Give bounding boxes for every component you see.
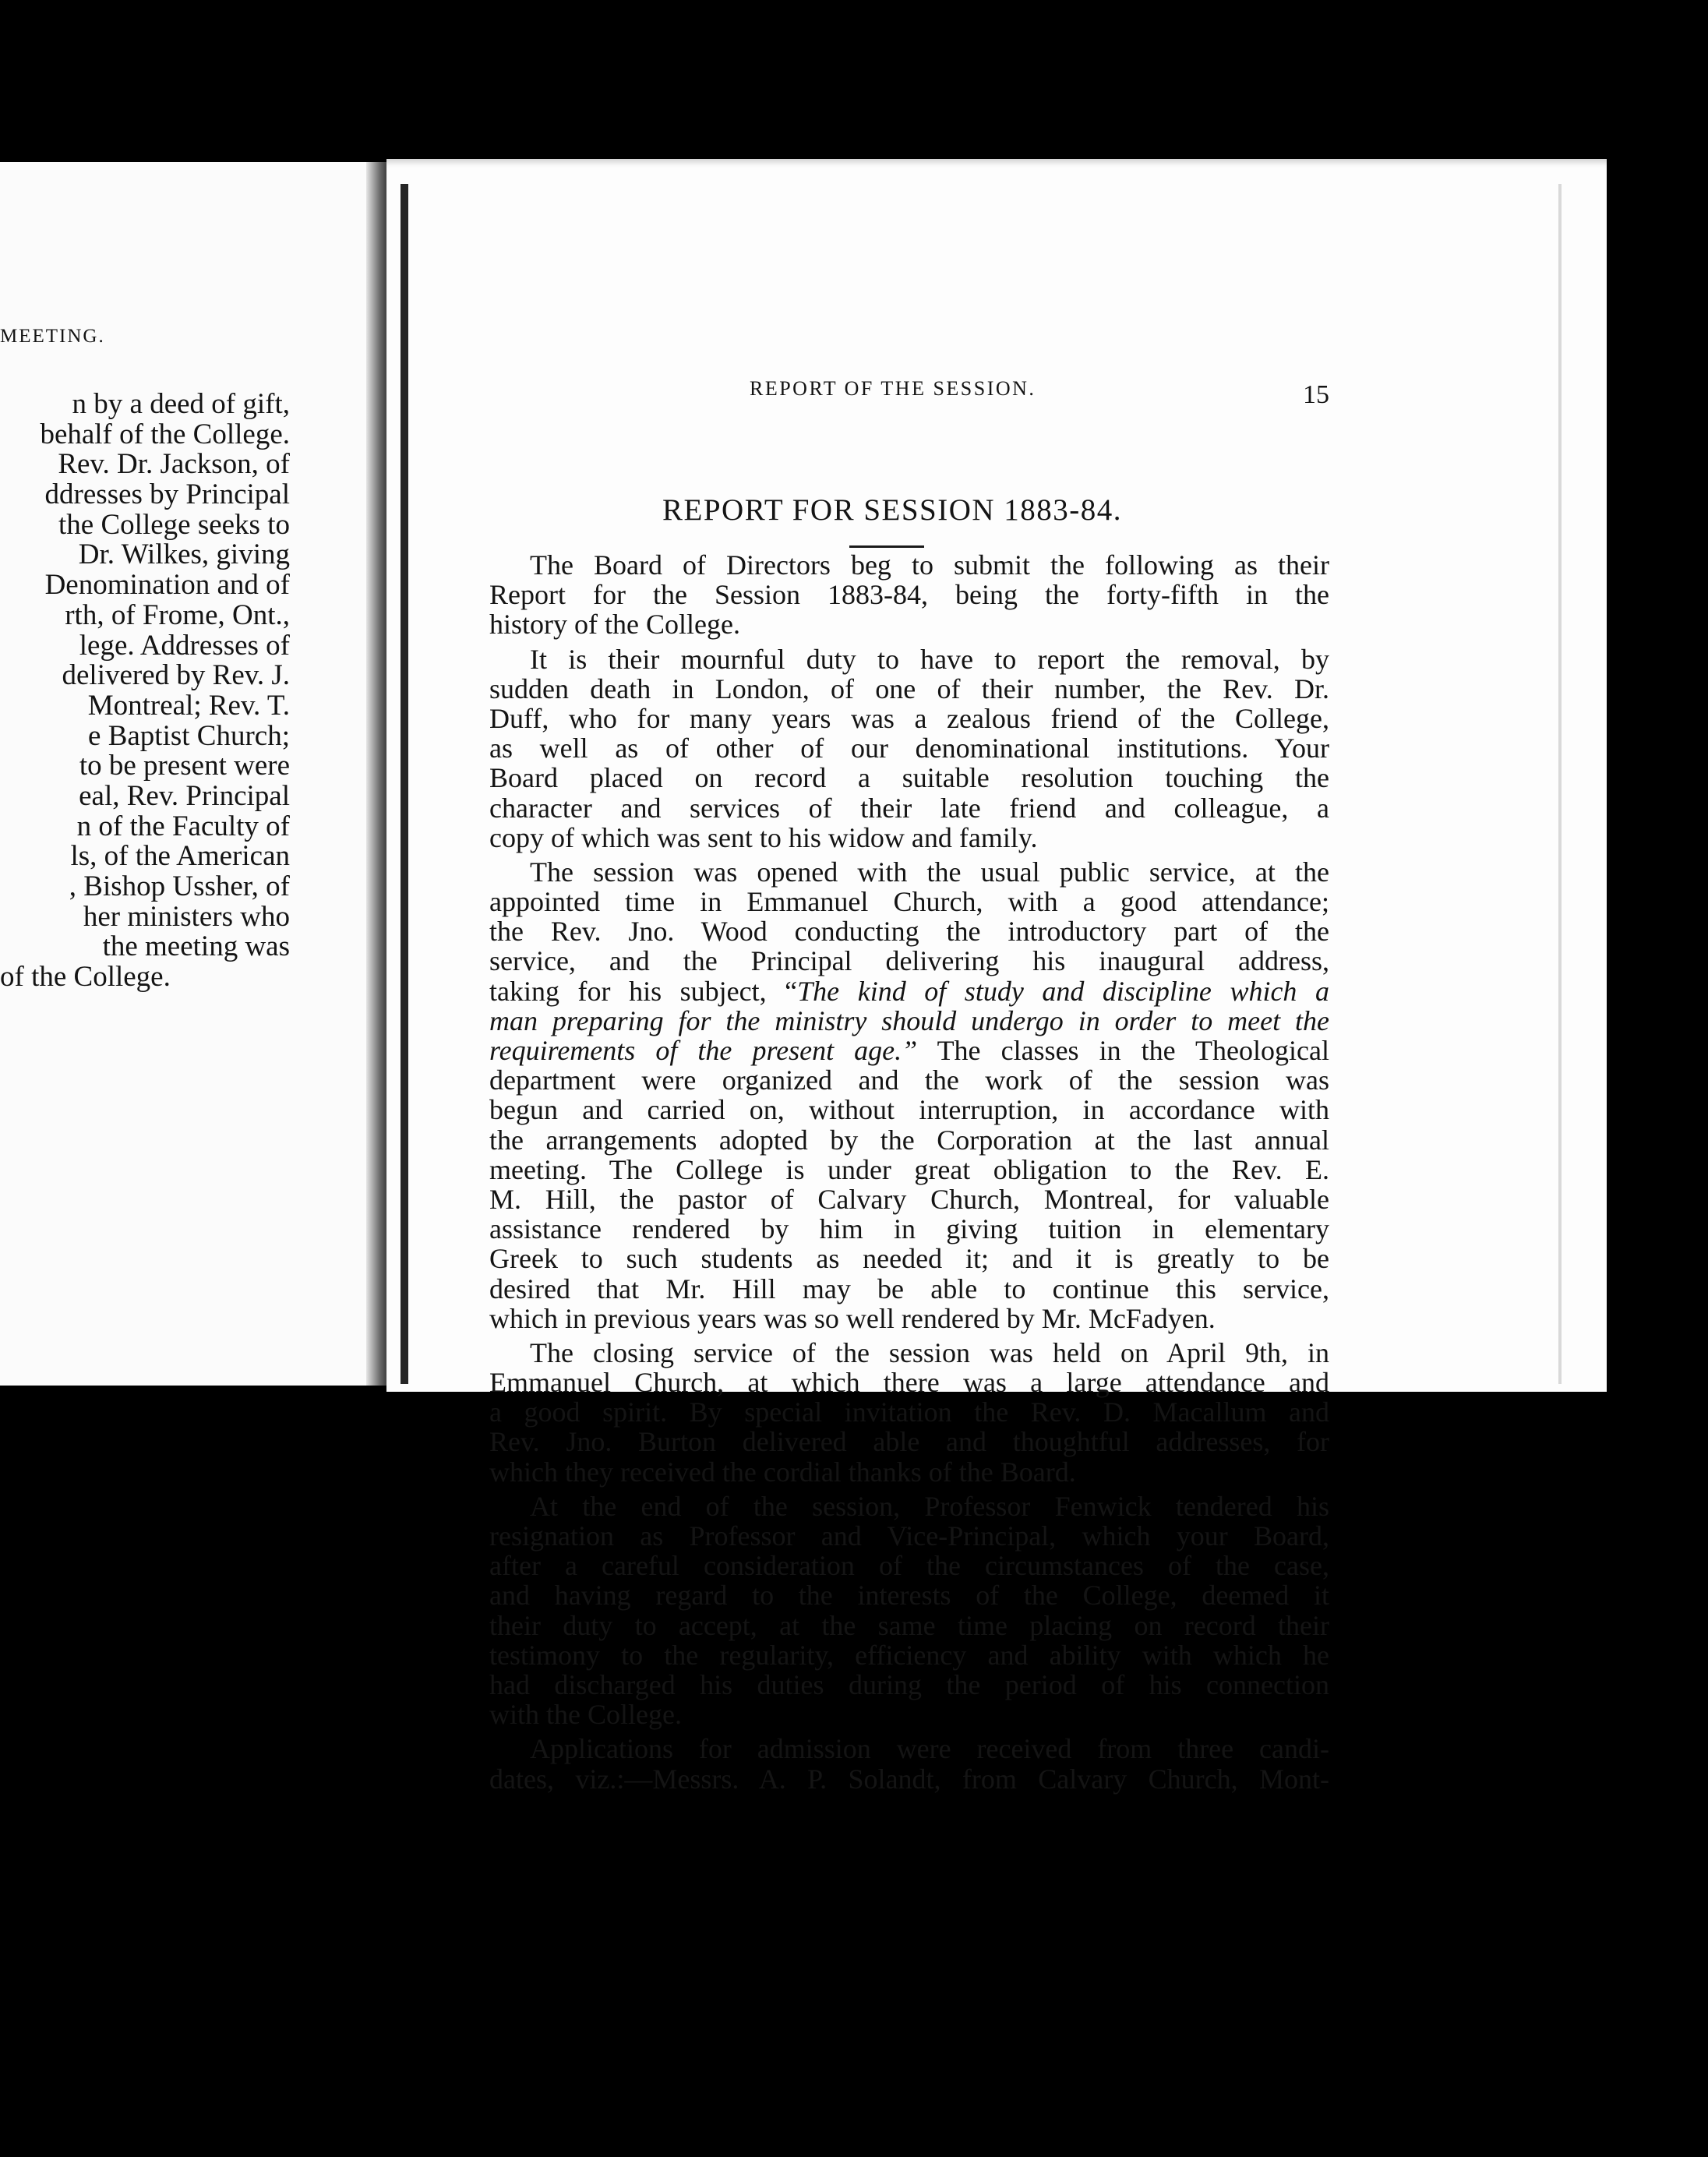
body-line: At the end of the session, Professor Fenwick tendered his xyxy=(530,1490,1329,1522)
left-line: e Baptist Church; xyxy=(88,719,290,752)
body-line: service, and the Principal delivering his inaugural address, xyxy=(489,945,1329,977)
left-line: Dr. Wilkes, giving xyxy=(78,538,290,571)
left-line: n of the Faculty of xyxy=(76,810,290,842)
body-line-italic: man preparing for the ministry should undergo in order to meet the xyxy=(489,1004,1329,1036)
body-line: The closing service of the session was held on April 9th, in xyxy=(530,1336,1329,1368)
left-line: rth, of Frome, Ont., xyxy=(65,598,290,631)
report-body xyxy=(489,550,1329,1794)
left-line: ls, of the American xyxy=(70,840,290,873)
page-binding-edge xyxy=(401,184,408,1384)
body-line: assistance rendered by him in giving tuition in elementary xyxy=(489,1213,1329,1245)
left-line: delivered by Rev. J. xyxy=(62,659,290,692)
body-line: which they received the cordial thanks of the Board. xyxy=(489,1456,1076,1488)
left-line: Rev. Dr. Jackson, of xyxy=(58,448,290,481)
body-line: which in previous years was so well rendered by Mr. McFadyen. xyxy=(489,1302,1216,1334)
body-line: The Board of Directors beg to submit the following as their xyxy=(530,549,1329,581)
title-rule xyxy=(849,545,924,548)
body-line: the arrangements adopted by the Corporation at the last annual xyxy=(489,1124,1329,1156)
body-line: and having regard to the interests of the College, deemed it xyxy=(489,1580,1329,1612)
left-page xyxy=(0,162,379,1386)
body-line: It is their mournful duty to have to report the removal, by xyxy=(530,643,1329,675)
body-line-mixed xyxy=(489,976,1329,1006)
body-line: Emmanuel Church, at which there was a large attendance and xyxy=(489,1367,1329,1399)
body-line: with the College. xyxy=(489,1699,682,1731)
body-line: Board placed on record a suitable resolution touching the xyxy=(489,762,1329,794)
body-line: resignation as Professor and Vice-Principal, which your Board, xyxy=(489,1520,1329,1552)
body-line: Duff, who for many years was a zealous friend of the College, xyxy=(489,702,1329,734)
left-line: the College seeks to xyxy=(58,508,290,541)
left-line: Denomination and of xyxy=(44,569,290,602)
body-line: testimony to the regularity, efficiency and ability with which he xyxy=(489,1639,1329,1671)
left-line: Montreal; Rev. T. xyxy=(87,689,290,722)
body-line: department were organized and the work of the session was xyxy=(489,1064,1329,1096)
body-line: copy of which was sent to his widow and family. xyxy=(489,821,1038,853)
left-line: ddresses by Principal xyxy=(44,478,290,511)
body-line: M. Hill, the pastor of Calvary Church, Montreal, for valuable xyxy=(489,1183,1329,1215)
body-line: begun and carried on, without interruption, in accordance with xyxy=(489,1094,1329,1126)
left-line: , Bishop Ussher, of xyxy=(69,870,290,902)
report-title: REPORT FOR SESSION 1883-84. xyxy=(662,493,1123,527)
body-line: their duty to accept, at the same time placing on record their xyxy=(489,1609,1329,1641)
body-line: a good spirit. By special invitation the Rev. D. Macallum and xyxy=(489,1396,1329,1428)
quote-italic: The kind of study and discipline which a xyxy=(797,975,1329,1007)
left-line: the meeting was xyxy=(102,930,290,963)
left-line: n by a deed of gift, xyxy=(72,388,290,420)
left-line: lege. Addresses of xyxy=(79,629,290,662)
body-line: Report for the Session 1883-84, being the forty-fifth in the xyxy=(489,579,1329,611)
body-line: appointed time in Emmanuel Church, with a good attendance; xyxy=(489,886,1329,918)
body-line: Greek to such students as needed it; and it is greatly to be xyxy=(489,1243,1329,1275)
body-line: Rev. Jno. Burton delivered able and thoughtful addresses, for xyxy=(489,1426,1329,1458)
body-line-mixed xyxy=(489,1036,1329,1065)
page-outer-edge xyxy=(1558,184,1562,1384)
body-line: dates, viz.:—Messrs. A. P. Solandt, from Calvary Church, Mont- xyxy=(489,1763,1329,1795)
body-line: history of the College. xyxy=(489,609,740,641)
body-line: had discharged his duties during the period of his connection xyxy=(489,1668,1329,1700)
left-line: behalf of the College. xyxy=(40,418,290,450)
body-line: The session was opened with the usual public service, at the xyxy=(530,856,1329,888)
body-line: Applications for admission were received from three candi- xyxy=(530,1733,1329,1765)
left-line: eal, Rev. Principal xyxy=(79,779,290,812)
body-line: desired that Mr. Hill may be able to continue this service, xyxy=(489,1273,1329,1304)
left-page-text xyxy=(0,390,290,993)
running-head: REPORT OF THE SESSION. xyxy=(750,377,1036,400)
quote-italic: requirements of the present age.” xyxy=(489,1035,918,1066)
body-line: sudden death in London, of one of their number, the Rev. Dr. xyxy=(489,673,1329,704)
body-line: meeting. The College is under great obligation to the Rev. E. xyxy=(489,1153,1329,1185)
body-line: the Rev. Jno. Wood conducting the introductory part of the xyxy=(489,916,1329,948)
left-line: of the College. xyxy=(0,961,171,994)
body-line: after a careful consideration of the circumstances of the case, xyxy=(489,1550,1329,1582)
body-text: taking for his subject, “ xyxy=(489,975,798,1007)
left-line: her ministers who xyxy=(83,900,290,933)
body-text: The classes in the Theological xyxy=(917,1035,1329,1066)
page-number: 15 xyxy=(1303,380,1329,409)
body-line: as well as of other of our denominational institutions. Your xyxy=(489,733,1329,764)
left-line: to be present were xyxy=(79,750,290,782)
body-line: character and services of their late friend and colleague, a xyxy=(489,792,1329,824)
left-running-head: MEETING. xyxy=(0,326,105,347)
